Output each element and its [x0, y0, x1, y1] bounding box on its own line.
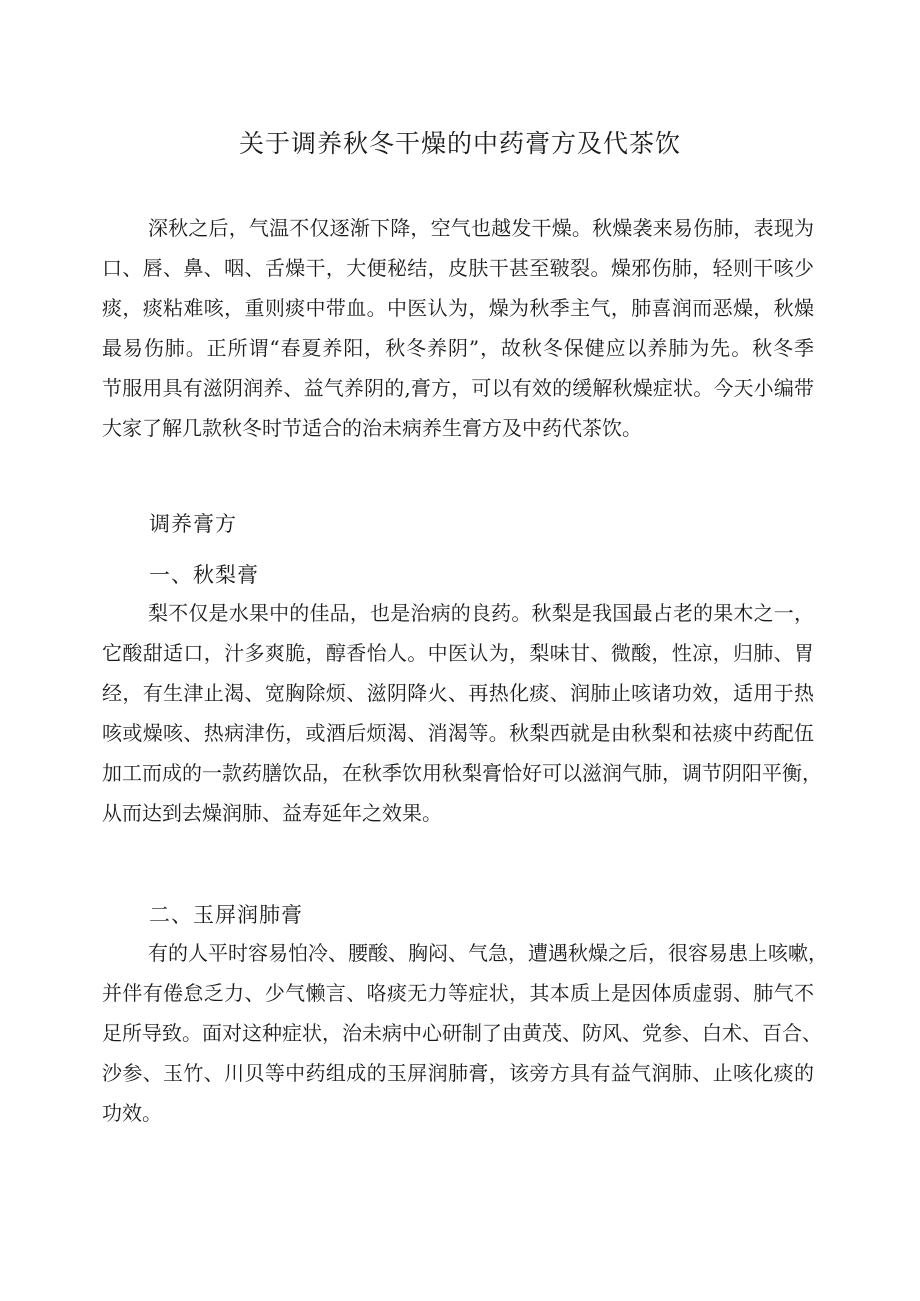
text-line: 加工而成的一款药膳饮品，在秋季饮用秋梨膏恰好可以滋润气肺，调节阴阳平衡，: [102, 761, 822, 785]
text-line: 足所导致。面对这种症状，治未病中心研制了由黄茂、防风、党参、白术、百合、: [102, 1021, 822, 1045]
text-line: 大家了解几款秋冬时节适合的治未病养生膏方及中药代茶饮。: [102, 416, 642, 440]
text-line: 有的人平时容易怕冷、腰酸、胸闷、气急，遭遇秋燥之后，很容易患上咳嗽，: [148, 941, 828, 965]
text-line: 功效。: [102, 1101, 162, 1125]
subsection-heading-yuping: 二、玉屏润肺膏: [149, 903, 303, 927]
text-line: 并伴有倦怠乏力、少气懒言、咯痰无力等症状，其本质上是因体质虚弱、肺气不: [102, 981, 814, 1005]
qiuli-paragraph: [102, 593, 822, 833]
section-heading: 调养膏方: [149, 512, 237, 536]
yuping-paragraph: [102, 933, 828, 1133]
document-title: 关于调养秋冬干燥的中药膏方及代茶饮: [238, 129, 681, 158]
text-line: 节服用具有滋阴润养、益气养阴的,膏方，可以有效的缓解秋燥症状。今天小编带: [102, 376, 814, 400]
text-line: 口、唇、鼻、咽、舌燥干，大便秘结，皮肤干甚至皲裂。燥邪伤肺，轻则干咳少: [102, 256, 814, 280]
text-line: 它酸甜适口，汁多爽脆，醇香怡人。中医认为，梨味甘、微酸，性凉，归肺、胃: [102, 641, 814, 665]
text-line: 沙参、玉竹、川贝等中药组成的玉屏润肺膏，该旁方具有益气润肺、止咳化痰的: [102, 1061, 814, 1085]
text-line: 深秋之后，气温不仅逐渐下降，空气也越发干燥。秋燥袭来易伤肺，表现为: [148, 216, 814, 240]
text-line: 最易伤肺。正所谓“春夏养阳，秋冬养阴”，故秋冬保健应以养肺为先。秋冬季: [102, 336, 814, 360]
text-line: 痰，痰粘难咳，重则痰中带血。中医认为，燥为秋季主气，肺喜润而恶燥，秋燥: [102, 296, 814, 320]
text-line: 梨不仅是水果中的佳品，也是治病的良药。秋梨是我国最占老的果木之一，: [148, 601, 814, 625]
text-line: 从而达到去燥润肺、益寿延年之效果。: [102, 801, 442, 825]
intro-paragraph: [102, 208, 814, 448]
subsection-heading-qiuli: 一、秋梨膏: [149, 563, 259, 587]
text-line: 咳或燥咳、热病津伤，或酒后烦渴、消渴等。秋梨西就是由秋梨和祛痰中药配伍: [102, 721, 814, 745]
text-line: 经，有生津止渴、宽胸除烦、滋阴降火、再热化痰、润肺止咳诸功效，适用于热: [102, 681, 814, 705]
